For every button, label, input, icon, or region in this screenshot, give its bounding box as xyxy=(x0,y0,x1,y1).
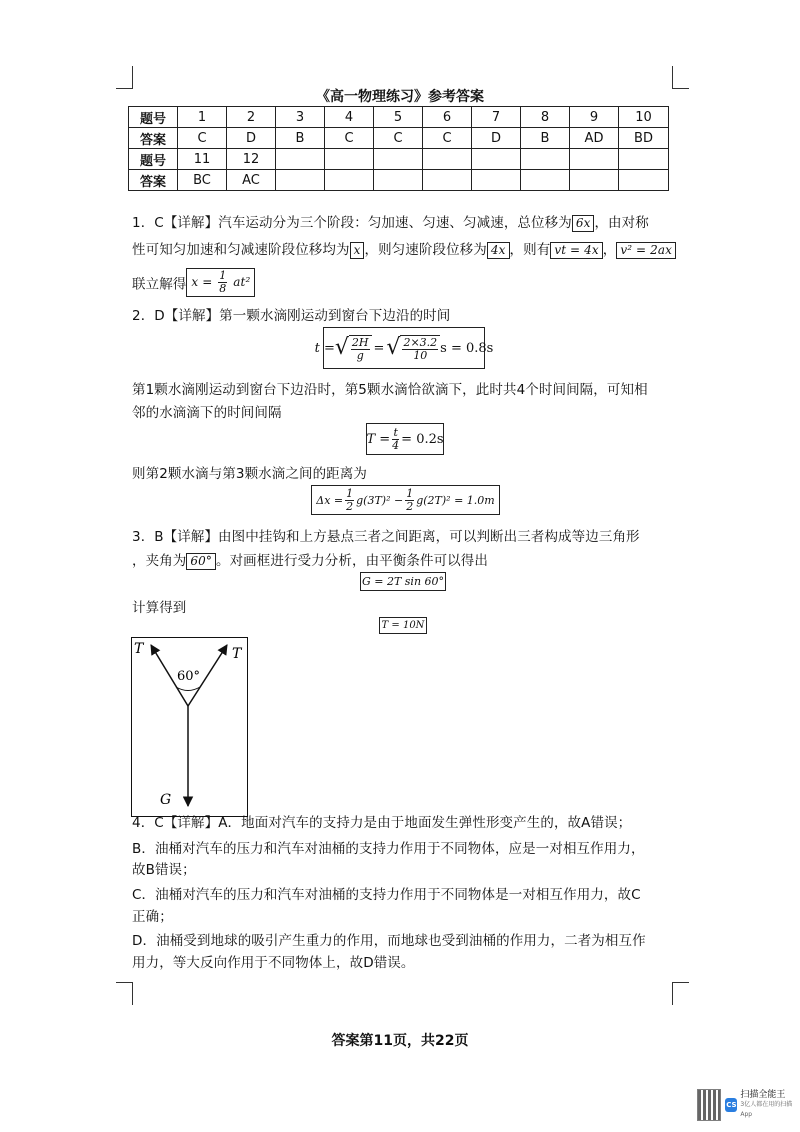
q4-line-2: B．油桶对汽车的压力和汽车对油桶的支持力作用于不同物体，应是一对相互作用力， xyxy=(132,841,645,857)
table-cell: 12 xyxy=(227,149,276,170)
force-diagram-svg xyxy=(132,638,247,816)
q1-box-4x: 4x xyxy=(487,242,510,259)
formula-part: g(2T)² = 1.0m xyxy=(416,493,495,507)
q3-text: ，夹角为 xyxy=(132,553,187,569)
denominator: 4 xyxy=(392,438,400,452)
q2-line-3: 邻的水滴滴下的时间间隔 xyxy=(132,405,282,421)
q1-box-x: x xyxy=(350,242,365,259)
label-angle: 60° xyxy=(177,669,201,684)
app-logo-icon: CS xyxy=(725,1098,737,1112)
numerator: 1 xyxy=(346,486,354,500)
table-cell xyxy=(619,170,669,191)
q1-text: ，由对称 xyxy=(594,215,649,231)
angle-arc xyxy=(176,687,200,691)
table-row xyxy=(129,107,669,128)
header-cell: 答案 xyxy=(129,170,178,191)
q1-text: 性可知匀加速和匀减速阶段位移均为 xyxy=(132,242,350,258)
q1-box-vt: vt = 4x xyxy=(550,242,602,259)
q4-line-4: C．油桶对汽车的压力和汽车对油桶的支持力作用于不同物体是一对相互作用力，故C xyxy=(132,887,641,903)
table-cell xyxy=(374,149,423,170)
q4-line-7: 用力，等大反向作用于不同物体上，故D错误。 xyxy=(132,955,415,971)
denominator: 10 xyxy=(413,348,428,362)
q1-line-1 xyxy=(132,211,649,232)
table-cell: 9 xyxy=(570,107,619,128)
q1-formula-x xyxy=(186,268,255,297)
table-cell xyxy=(570,149,619,170)
label-T-right: T xyxy=(232,646,242,662)
crop-mark-bottom-right xyxy=(672,982,689,1005)
table-cell xyxy=(570,170,619,191)
table-cell: BC xyxy=(178,170,227,191)
watermark-name: 扫描全能王 xyxy=(740,1090,786,1100)
header-cell: 题号 xyxy=(129,107,178,128)
table-cell: D xyxy=(227,128,276,149)
table-cell xyxy=(619,149,669,170)
table-cell xyxy=(325,170,374,191)
formula-part: T = xyxy=(366,431,391,447)
q1-text: ，则有 xyxy=(509,242,551,258)
table-row xyxy=(129,149,669,170)
q1-text: 1．C【详解】汽车运动分为三个阶段：匀加速、匀速、匀减速，总位移为 xyxy=(132,215,572,231)
table-cell: BD xyxy=(619,128,669,149)
formula-part: s = 0.8s xyxy=(440,340,494,356)
q1-text: ， xyxy=(602,242,617,258)
table-cell xyxy=(423,170,472,191)
formula-part: Δx = xyxy=(316,493,344,507)
formula-part: x = xyxy=(191,275,213,289)
q2-formula-t xyxy=(314,327,494,369)
q4-line-6: D．油桶受到地球的吸引产生重力的作用，而地球也受到油桶的作用力，二者为相互作 xyxy=(132,933,646,949)
numerator: 2H xyxy=(351,335,369,349)
table-cell xyxy=(276,149,325,170)
formula-part: t = xyxy=(314,340,335,356)
table-cell: 2 xyxy=(227,107,276,128)
table-cell: 10 xyxy=(619,107,669,128)
header-cell: 题号 xyxy=(129,149,178,170)
denominator: 8 xyxy=(219,282,227,295)
crop-mark-bottom-left xyxy=(116,982,133,1005)
table-cell: 1 xyxy=(178,107,227,128)
page-footer: 答案第11页，共22页 xyxy=(331,1033,469,1049)
table-row xyxy=(129,128,669,149)
table-cell xyxy=(521,149,570,170)
q3-box-60: 60° xyxy=(186,553,216,570)
table-cell xyxy=(325,149,374,170)
table-cell: 6 xyxy=(423,107,472,128)
label-G: G xyxy=(160,792,172,808)
table-cell: 8 xyxy=(521,107,570,128)
numerator: 1 xyxy=(406,486,414,500)
table-cell: 11 xyxy=(178,149,227,170)
table-cell: C xyxy=(423,128,472,149)
q3-line-2 xyxy=(132,549,488,570)
qr-code-icon xyxy=(697,1089,721,1121)
table-cell: AD xyxy=(570,128,619,149)
table-cell xyxy=(276,170,325,191)
formula-part: g(3T)² − xyxy=(356,493,404,507)
document-title: 《高一物理练习》参考答案 xyxy=(316,89,484,105)
table-cell xyxy=(472,149,521,170)
table-cell xyxy=(423,149,472,170)
table-cell: C xyxy=(374,128,423,149)
table-cell: 4 xyxy=(325,107,374,128)
table-cell xyxy=(472,170,521,191)
q1-line-2 xyxy=(132,238,676,259)
numerator: 2×3.2 xyxy=(403,335,438,349)
q3-line-3: 计算得到 xyxy=(132,600,187,616)
q2-line-1: 2．D【详解】第一颗水滴刚运动到窗台下边沿的时间 xyxy=(132,308,451,324)
q3-line-1: 3．B【详解】由图中挂钩和上方悬点三者之间距离，可以判断出三者构成等边三角形 xyxy=(132,529,640,545)
q4-line-5: 正确； xyxy=(132,909,173,925)
label-T-left: T xyxy=(134,641,144,657)
sqrt: √ $\frac{2\times 3.2}{10}$ xyxy=(386,335,440,362)
q2-line-4: 则第2颗水滴与第3颗水滴之间的距离为 xyxy=(132,466,367,482)
q1-box-6x: 6x xyxy=(572,215,595,232)
force-diagram xyxy=(131,637,248,817)
q1-line-3 xyxy=(132,268,255,297)
table-cell: B xyxy=(276,128,325,149)
header-cell: 答案 xyxy=(129,128,178,149)
formula-part: = 0.2s xyxy=(401,431,444,447)
q1-text: 联立解得 xyxy=(132,276,187,293)
table-cell: D xyxy=(472,128,521,149)
q4-line-1: 4．C【详解】A．地面对汽车的支持力是由于地面发生弹性形变产生的，故A错误； xyxy=(132,815,632,831)
numerator: t xyxy=(393,425,398,439)
q2-formula-T xyxy=(366,423,444,455)
table-cell: C xyxy=(325,128,374,149)
q1-box-v2: v² = 2ax xyxy=(616,242,676,259)
fraction xyxy=(218,270,227,295)
table-cell xyxy=(374,170,423,191)
q2-line-2: 第1颗水滴刚运动到窗台下边沿时，第5颗水滴恰欲滴下，此时共4个时间间隔，可知相 xyxy=(132,382,648,398)
sqrt: √ $\frac{2H}{g}$ xyxy=(335,335,372,362)
table-cell: AC xyxy=(227,170,276,191)
table-cell xyxy=(521,170,570,191)
formula-part: at² xyxy=(233,275,251,289)
watermark-text xyxy=(740,1090,795,1120)
q3-text: 。对画框进行受力分析，由平衡条件可以得出 xyxy=(215,553,488,569)
q3-formula-T: T = 10N xyxy=(379,617,427,634)
scanner-watermark xyxy=(697,1086,795,1124)
table-cell: B xyxy=(521,128,570,149)
table-row xyxy=(129,170,669,191)
table-cell: 3 xyxy=(276,107,325,128)
formula-part: = xyxy=(373,340,385,356)
table-cell: C xyxy=(178,128,227,149)
q1-text: ，则匀速阶段位移为 xyxy=(364,242,487,258)
table-cell: 5 xyxy=(374,107,423,128)
denominator: 2 xyxy=(346,499,354,513)
numerator: 1 xyxy=(219,269,227,282)
answer-table xyxy=(128,106,669,191)
denominator: g xyxy=(356,348,364,362)
q3-formula-G: G = 2T sin 60° xyxy=(360,572,446,591)
q2-formula-dx xyxy=(311,485,500,515)
q4-line-3: 故B错误； xyxy=(132,862,196,878)
watermark-subtitle: 3亿人都在用的扫描App xyxy=(740,1101,793,1118)
table-cell: 7 xyxy=(472,107,521,128)
denominator: 2 xyxy=(406,499,414,513)
